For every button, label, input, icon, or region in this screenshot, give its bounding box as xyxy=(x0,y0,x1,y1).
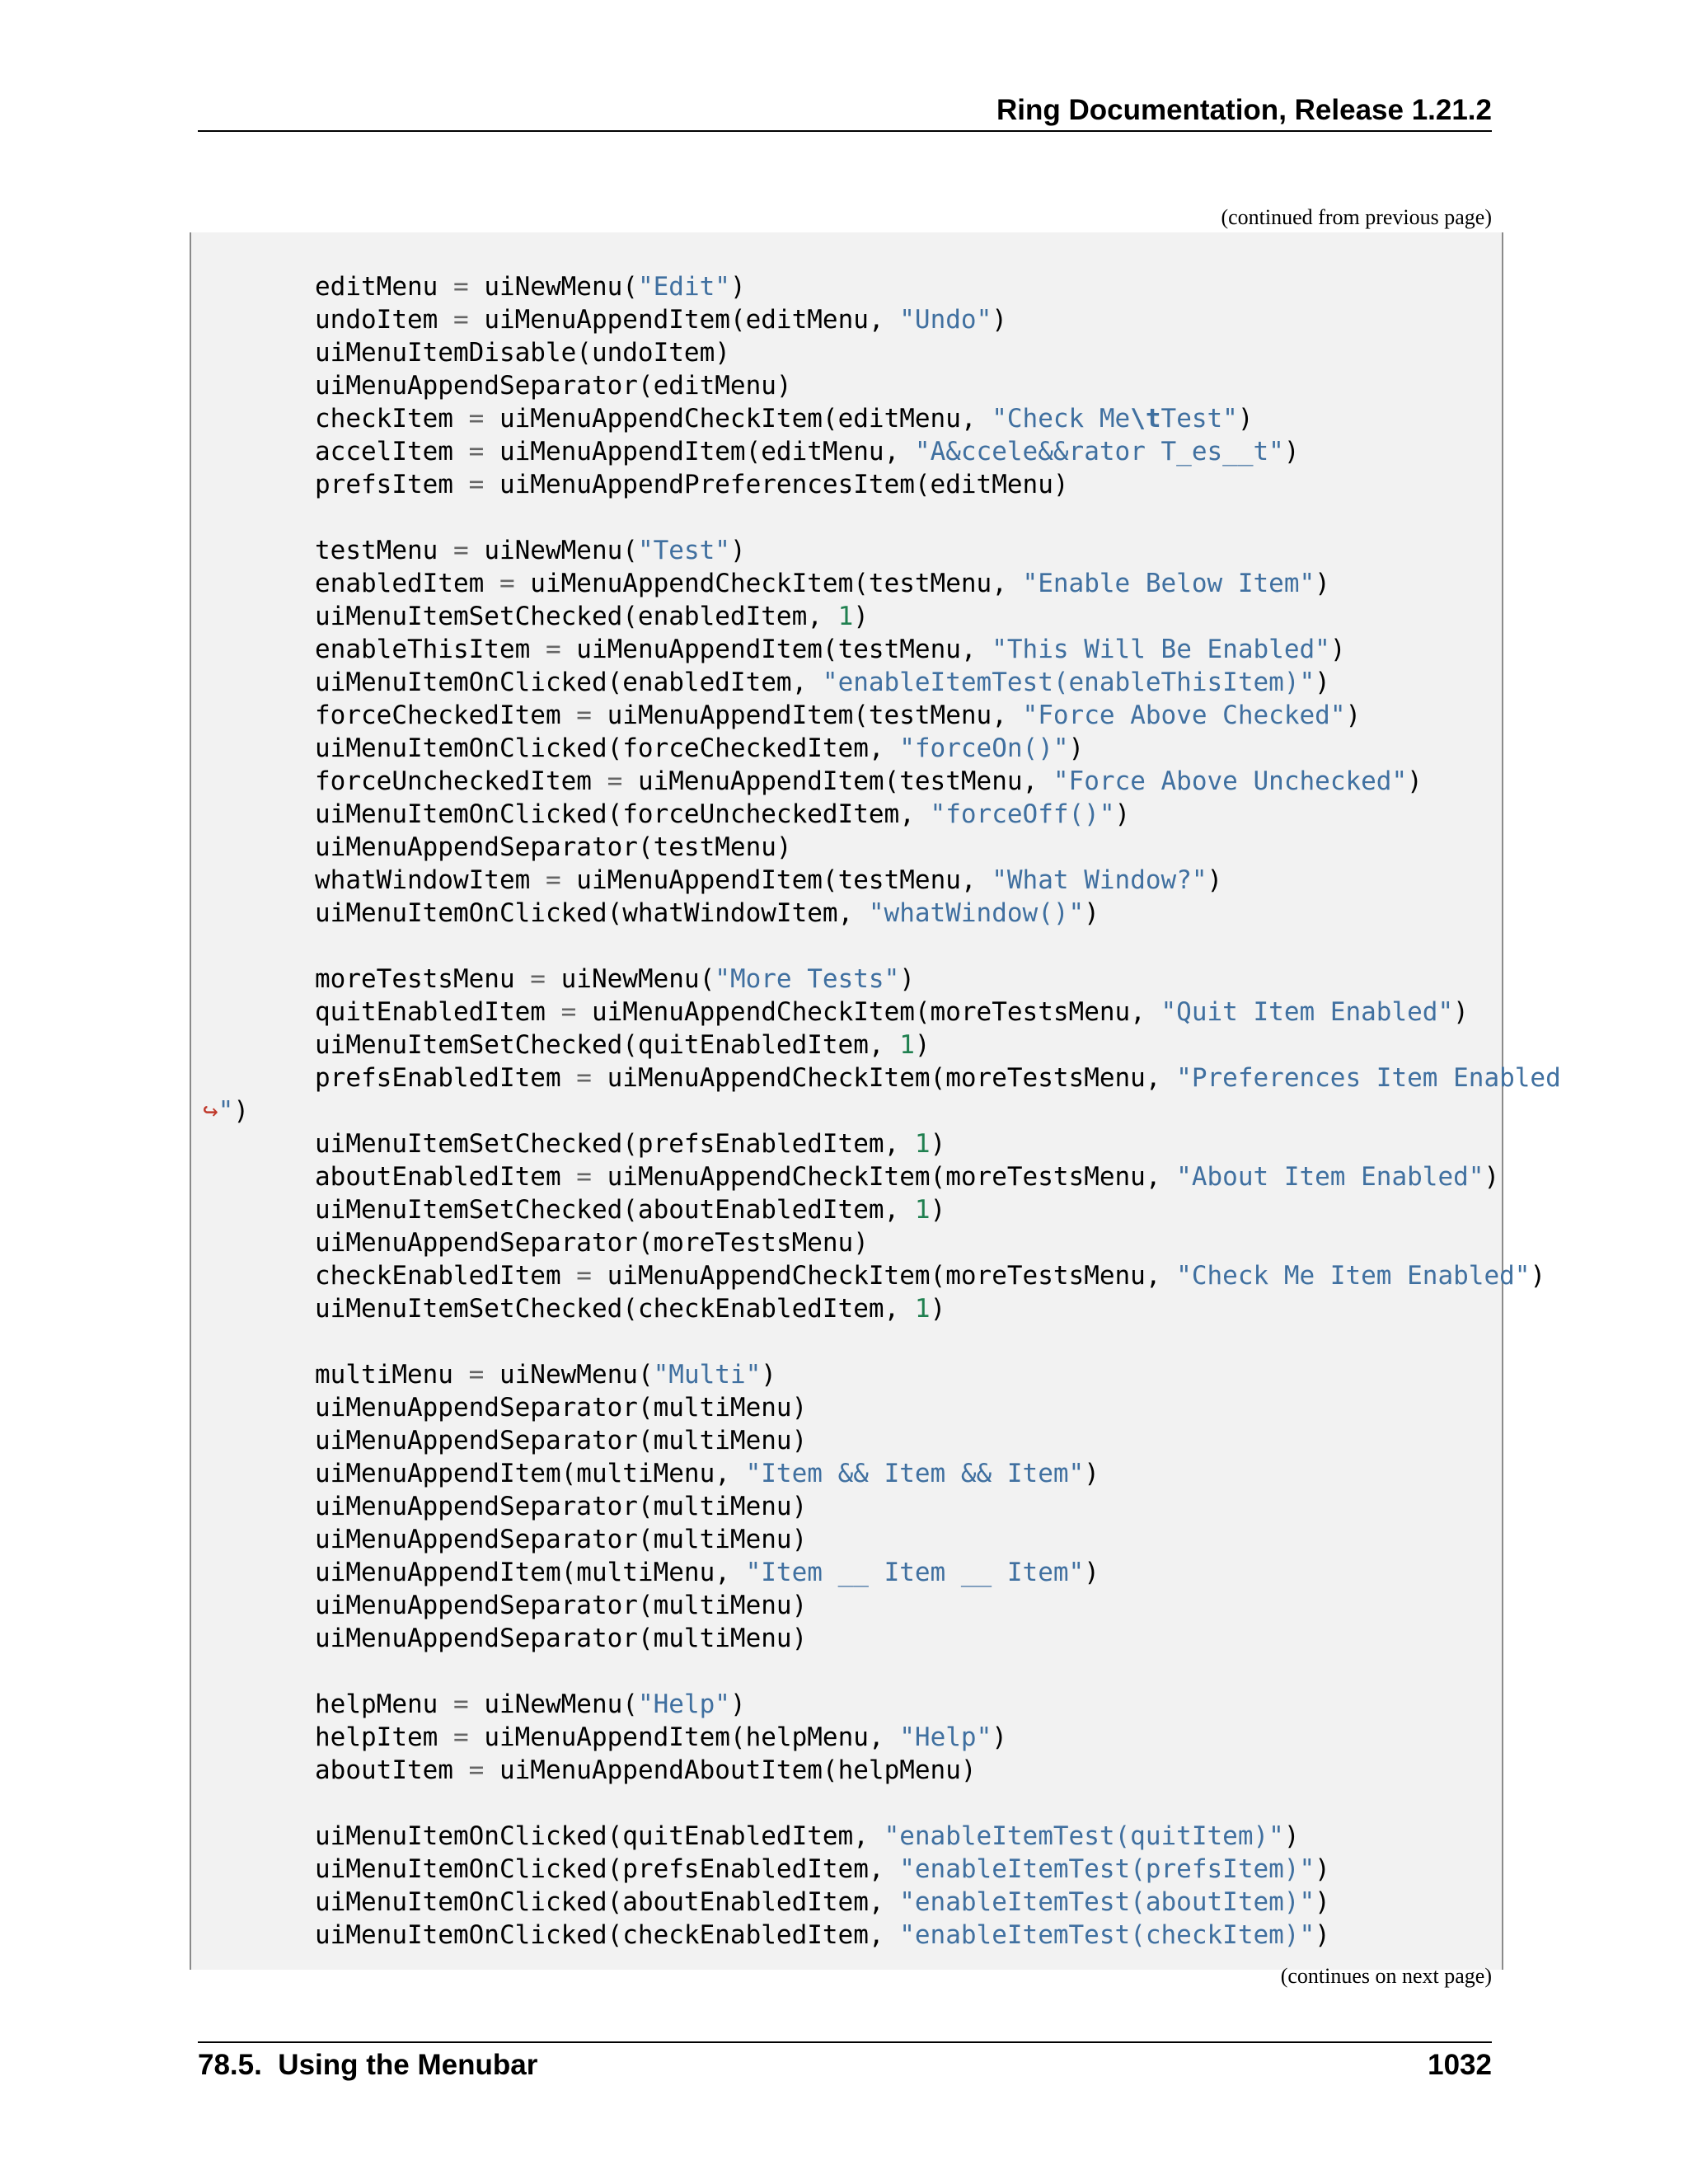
code-token: uiMenuAppendItem(multiMenu, xyxy=(315,1459,746,1488)
code-token: = xyxy=(468,1755,485,1785)
code-token: = xyxy=(576,1063,592,1093)
code-token: 1 xyxy=(914,1195,931,1225)
code-line xyxy=(315,1919,1561,1952)
code-token: ) xyxy=(1345,701,1362,730)
code-token: uiMenuAppendSeparator(multiMenu) xyxy=(315,1591,808,1620)
code-token: uiMenuAppendSeparator(multiMenu) xyxy=(315,1393,808,1422)
code-token: undoItem xyxy=(315,305,453,335)
code-token: enabledItem xyxy=(315,569,499,598)
code-token: uiMenuAppendSeparator(moreTestsMenu) xyxy=(315,1228,869,1258)
code-token: = xyxy=(499,569,515,598)
code-token: ) xyxy=(1315,1854,1330,1884)
code-line xyxy=(315,666,1561,699)
code-line xyxy=(315,831,1561,864)
code-token: ) xyxy=(992,305,1007,335)
code-token: testMenu xyxy=(315,536,453,565)
code-token: ) xyxy=(1484,1162,1500,1192)
code-line xyxy=(315,1424,1561,1457)
code-token: ) xyxy=(930,1129,946,1159)
code-line xyxy=(315,930,1561,963)
code-token: "Item __ Item __ Item" xyxy=(745,1558,1085,1587)
code-token: helpMenu xyxy=(315,1690,453,1719)
code-line xyxy=(315,1622,1561,1655)
code-line xyxy=(315,1688,1561,1721)
code-token: ) xyxy=(233,1096,250,1126)
code-token: uiMenuAppendAboutItem(helpMenu) xyxy=(484,1755,977,1785)
code-token: 1 xyxy=(914,1129,931,1159)
code-token: uiMenuItemSetChecked(quitEnabledItem, xyxy=(315,1030,900,1060)
code-token: = xyxy=(452,536,469,565)
code-token: = xyxy=(576,1261,592,1291)
code-token: = xyxy=(468,404,485,434)
code-line xyxy=(315,864,1561,897)
code-line xyxy=(315,435,1561,468)
code-token: = xyxy=(452,305,469,335)
header-rule xyxy=(198,130,1492,132)
code-token: uiMenuItemOnClicked(forceCheckedItem, xyxy=(315,733,900,763)
code-line xyxy=(315,1259,1561,1292)
code-token: prefsItem xyxy=(315,470,469,499)
code-token: "enableItemTest(enableThisItem)" xyxy=(822,668,1315,697)
code-line xyxy=(315,996,1561,1029)
code-line xyxy=(315,1391,1561,1424)
code-token: uiMenuAppendCheckItem(testMenu, xyxy=(514,569,1023,598)
code-line xyxy=(315,1160,1561,1193)
code-line xyxy=(315,303,1561,336)
continues-on-note: (continues on next page) xyxy=(1280,1964,1492,1988)
code-line xyxy=(315,1886,1561,1919)
code-token: ) xyxy=(914,1030,931,1060)
code-token: whatWindowItem xyxy=(315,865,546,895)
code-token: ) xyxy=(853,602,869,631)
code-token: checkItem xyxy=(315,404,469,434)
code-token: ) xyxy=(729,1690,746,1719)
code-line-continuation xyxy=(191,1094,1561,1127)
code-token: uiMenuItemSetChecked(checkEnabledItem, xyxy=(315,1294,915,1324)
code-token: = xyxy=(560,997,577,1027)
code-token: = xyxy=(545,865,561,895)
code-token: editMenu xyxy=(315,272,453,302)
code-token: = xyxy=(576,1162,592,1192)
code-token: "Force Above Checked" xyxy=(1022,701,1346,730)
code-line xyxy=(315,1820,1561,1853)
code-line xyxy=(315,1062,1561,1094)
code-token: "Item && Item && Item" xyxy=(745,1459,1085,1488)
code-token: "Test" xyxy=(637,536,730,565)
code-line xyxy=(315,699,1561,732)
code-token: uiMenuItemOnClicked(whatWindowItem, xyxy=(315,898,869,928)
code-token: uiMenuAppendItem(editMenu, xyxy=(484,437,915,466)
code-token: ) xyxy=(1315,1887,1330,1917)
code-token: uiMenuAppendItem(helpMenu, xyxy=(468,1722,900,1752)
code-token: ) xyxy=(1329,635,1346,664)
code-token: "Help" xyxy=(637,1690,730,1719)
code-line xyxy=(315,1523,1561,1556)
code-token: uiMenuAppendSeparator(editMenu) xyxy=(315,371,792,401)
code-token: "Check Me Item Enabled" xyxy=(1176,1261,1531,1291)
code-token: uiNewMenu( xyxy=(468,272,638,302)
code-token: uiMenuAppendSeparator(testMenu) xyxy=(315,832,792,862)
code-token: ) xyxy=(729,272,746,302)
code-line xyxy=(315,1029,1561,1062)
code-token: 1 xyxy=(914,1294,931,1324)
code-token: uiMenuAppendSeparator(multiMenu) xyxy=(315,1492,808,1521)
code-line xyxy=(315,600,1561,633)
code-token: uiNewMenu( xyxy=(468,536,638,565)
code-token: aboutItem xyxy=(315,1755,469,1785)
code-token: helpItem xyxy=(315,1722,453,1752)
code-token: "Undo" xyxy=(899,305,992,335)
code-line xyxy=(315,765,1561,798)
code-line xyxy=(315,1127,1561,1160)
code-token: aboutEnabledItem xyxy=(315,1162,577,1192)
code-token: uiMenuAppendSeparator(multiMenu) xyxy=(315,1525,808,1554)
code-line xyxy=(315,1457,1561,1490)
code-token: Test" xyxy=(1160,404,1238,434)
code-token: "Edit" xyxy=(637,272,730,302)
code-token: = xyxy=(452,272,469,302)
code-token: forceUncheckedItem xyxy=(315,766,607,796)
code-token: uiMenuAppendCheckItem(moreTestsMenu, xyxy=(591,1261,1177,1291)
code-line xyxy=(315,567,1561,600)
code-token: ) xyxy=(930,1294,946,1324)
code-line xyxy=(315,1655,1561,1688)
code-line xyxy=(315,1226,1561,1259)
code-token: "What Window?" xyxy=(992,865,1207,895)
code-token: prefsEnabledItem xyxy=(315,1063,577,1093)
code-line xyxy=(315,402,1561,435)
code-token: ) xyxy=(1084,1558,1100,1587)
code-token: "This Will Be Enabled" xyxy=(992,635,1330,664)
code-line xyxy=(315,1358,1561,1391)
code-token: uiMenuItemSetChecked(enabledItem, xyxy=(315,602,838,631)
code-token: moreTestsMenu xyxy=(315,964,531,994)
code-token: forceCheckedItem xyxy=(315,701,577,730)
code-token: uiMenuAppendCheckItem(moreTestsMenu, xyxy=(591,1063,1177,1093)
continued-from-note: (continued from previous page) xyxy=(1221,205,1492,229)
code-line xyxy=(315,963,1561,996)
code-token: = xyxy=(607,766,623,796)
code-token: \t xyxy=(1130,404,1161,434)
code-token: ) xyxy=(1407,766,1423,796)
code-token: ) xyxy=(1207,865,1223,895)
code-token: uiMenuAppendItem(testMenu, xyxy=(560,635,992,664)
code-token: "forceOff()" xyxy=(930,799,1115,829)
code-token: multiMenu xyxy=(315,1360,469,1390)
running-header-title: Ring Documentation, Release 1.21.2 xyxy=(996,94,1492,126)
code-token: "A&ccele&&rator T_es__t" xyxy=(914,437,1284,466)
code-token: ) xyxy=(1315,668,1330,697)
code-token: ) xyxy=(1114,799,1131,829)
code-token: accelItem xyxy=(315,437,469,466)
code-token: "enableItemTest(prefsItem)" xyxy=(899,1854,1315,1884)
footer-rule xyxy=(198,2041,1492,2043)
code-line xyxy=(315,336,1561,369)
code-token: " xyxy=(218,1096,234,1126)
code-token: uiMenuAppendCheckItem(editMenu, xyxy=(484,404,992,434)
code-token: = xyxy=(452,1722,469,1752)
code-token: uiMenuItemSetChecked(prefsEnabledItem, xyxy=(315,1129,915,1159)
code-line xyxy=(315,501,1561,534)
code-token: ) xyxy=(1530,1261,1546,1291)
code-lines xyxy=(203,270,1561,1952)
code-line xyxy=(315,1193,1561,1226)
code-token: uiMenuItemOnClicked(aboutEnabledItem, xyxy=(315,1887,900,1917)
code-token: ) xyxy=(1315,569,1330,598)
code-line xyxy=(315,1721,1561,1754)
code-token: "Quit Item Enabled" xyxy=(1160,997,1454,1027)
code-line xyxy=(315,534,1561,567)
code-token: "Enable Below Item" xyxy=(1022,569,1315,598)
code-line xyxy=(315,1754,1561,1787)
code-token: uiMenuAppendCheckItem(moreTestsMenu, xyxy=(576,997,1161,1027)
footer-page-number: 1032 xyxy=(1428,2049,1492,2081)
code-token: "enableItemTest(checkItem)" xyxy=(899,1920,1315,1950)
code-token: "Force Above Unchecked" xyxy=(1053,766,1408,796)
code-token: ) xyxy=(1315,1920,1330,1950)
footer-section-title: 78.5. Using the Menubar xyxy=(198,2049,538,2081)
code-token: uiMenuItemOnClicked(forceUncheckedItem, xyxy=(315,799,931,829)
code-token: ) xyxy=(1084,898,1100,928)
code-token: uiMenuAppendCheckItem(moreTestsMenu, xyxy=(591,1162,1177,1192)
line-wrap-arrow-icon: ↪ xyxy=(203,1096,218,1126)
code-line xyxy=(315,897,1561,930)
code-token: checkEnabledItem xyxy=(315,1261,577,1291)
code-token: = xyxy=(530,964,546,994)
code-token: uiMenuItemOnClicked(quitEnabledItem, xyxy=(315,1821,884,1851)
code-token: "enableItemTest(aboutItem)" xyxy=(899,1887,1315,1917)
code-line xyxy=(315,1589,1561,1622)
code-line xyxy=(315,732,1561,765)
code-token: "Check Me xyxy=(992,404,1131,434)
code-token: uiMenuAppendItem(testMenu, xyxy=(622,766,1053,796)
code-line xyxy=(315,798,1561,831)
code-block xyxy=(190,232,1561,1970)
code-line xyxy=(315,1490,1561,1523)
code-token: uiNewMenu( xyxy=(484,1360,654,1390)
code-token: "About Item Enabled" xyxy=(1176,1162,1484,1192)
code-token: uiNewMenu( xyxy=(468,1690,638,1719)
code-line xyxy=(315,1787,1561,1820)
code-line xyxy=(315,270,1561,303)
code-token: quitEnabledItem xyxy=(315,997,561,1027)
code-token: uiMenuItemOnClicked(prefsEnabledItem, xyxy=(315,1854,900,1884)
code-token: ) xyxy=(992,1722,1007,1752)
code-token: "Preferences Item Enabled xyxy=(1176,1063,1561,1093)
code-token: = xyxy=(468,437,485,466)
code-token: uiMenuAppendItem(testMenu, xyxy=(560,865,992,895)
code-token: ) xyxy=(1068,733,1085,763)
code-token: ) xyxy=(1283,1821,1300,1851)
code-token: "Help" xyxy=(899,1722,992,1752)
code-line xyxy=(315,468,1561,501)
code-token: ) xyxy=(899,964,915,994)
code-token: uiMenuAppendItem(editMenu, xyxy=(468,305,900,335)
code-token: = xyxy=(452,1690,469,1719)
code-token: ) xyxy=(1283,437,1300,466)
code-token: ) xyxy=(1237,404,1254,434)
code-token: "forceOn()" xyxy=(899,733,1069,763)
code-token: "enableItemTest(quitItem)" xyxy=(884,1821,1284,1851)
code-token: ) xyxy=(930,1195,946,1225)
code-token: ) xyxy=(729,536,746,565)
code-token: 1 xyxy=(837,602,854,631)
code-token: uiMenuAppendPreferencesItem(editMenu) xyxy=(484,470,1069,499)
code-token: = xyxy=(468,1360,485,1390)
code-token: 1 xyxy=(899,1030,915,1060)
code-token: uiMenuAppendSeparator(multiMenu) xyxy=(315,1624,808,1653)
code-token: ) xyxy=(1453,997,1469,1027)
code-token: ) xyxy=(1084,1459,1100,1488)
code-token: uiMenuItemOnClicked(enabledItem, xyxy=(315,668,823,697)
code-token: uiMenuAppendItem(testMenu, xyxy=(591,701,1023,730)
code-token: uiMenuItemSetChecked(aboutEnabledItem, xyxy=(315,1195,915,1225)
code-line xyxy=(315,633,1561,666)
code-line xyxy=(315,1292,1561,1325)
code-line xyxy=(315,369,1561,402)
code-token: = xyxy=(576,701,592,730)
code-token: uiMenuAppendItem(multiMenu, xyxy=(315,1558,746,1587)
code-token: uiMenuItemDisable(undoItem) xyxy=(315,338,730,368)
code-token: uiNewMenu( xyxy=(545,964,715,994)
code-line xyxy=(315,1556,1561,1589)
code-line xyxy=(315,1853,1561,1886)
code-token: = xyxy=(468,470,485,499)
code-token: = xyxy=(545,635,561,664)
code-token: ) xyxy=(761,1360,776,1390)
code-token: "Multi" xyxy=(653,1360,762,1390)
code-line xyxy=(315,1325,1561,1358)
code-token: "whatWindow()" xyxy=(868,898,1085,928)
code-token: "More Tests" xyxy=(715,964,900,994)
code-token: uiMenuAppendSeparator(multiMenu) xyxy=(315,1426,808,1455)
code-token: enableThisItem xyxy=(315,635,546,664)
code-token: uiMenuItemOnClicked(checkEnabledItem, xyxy=(315,1920,900,1950)
